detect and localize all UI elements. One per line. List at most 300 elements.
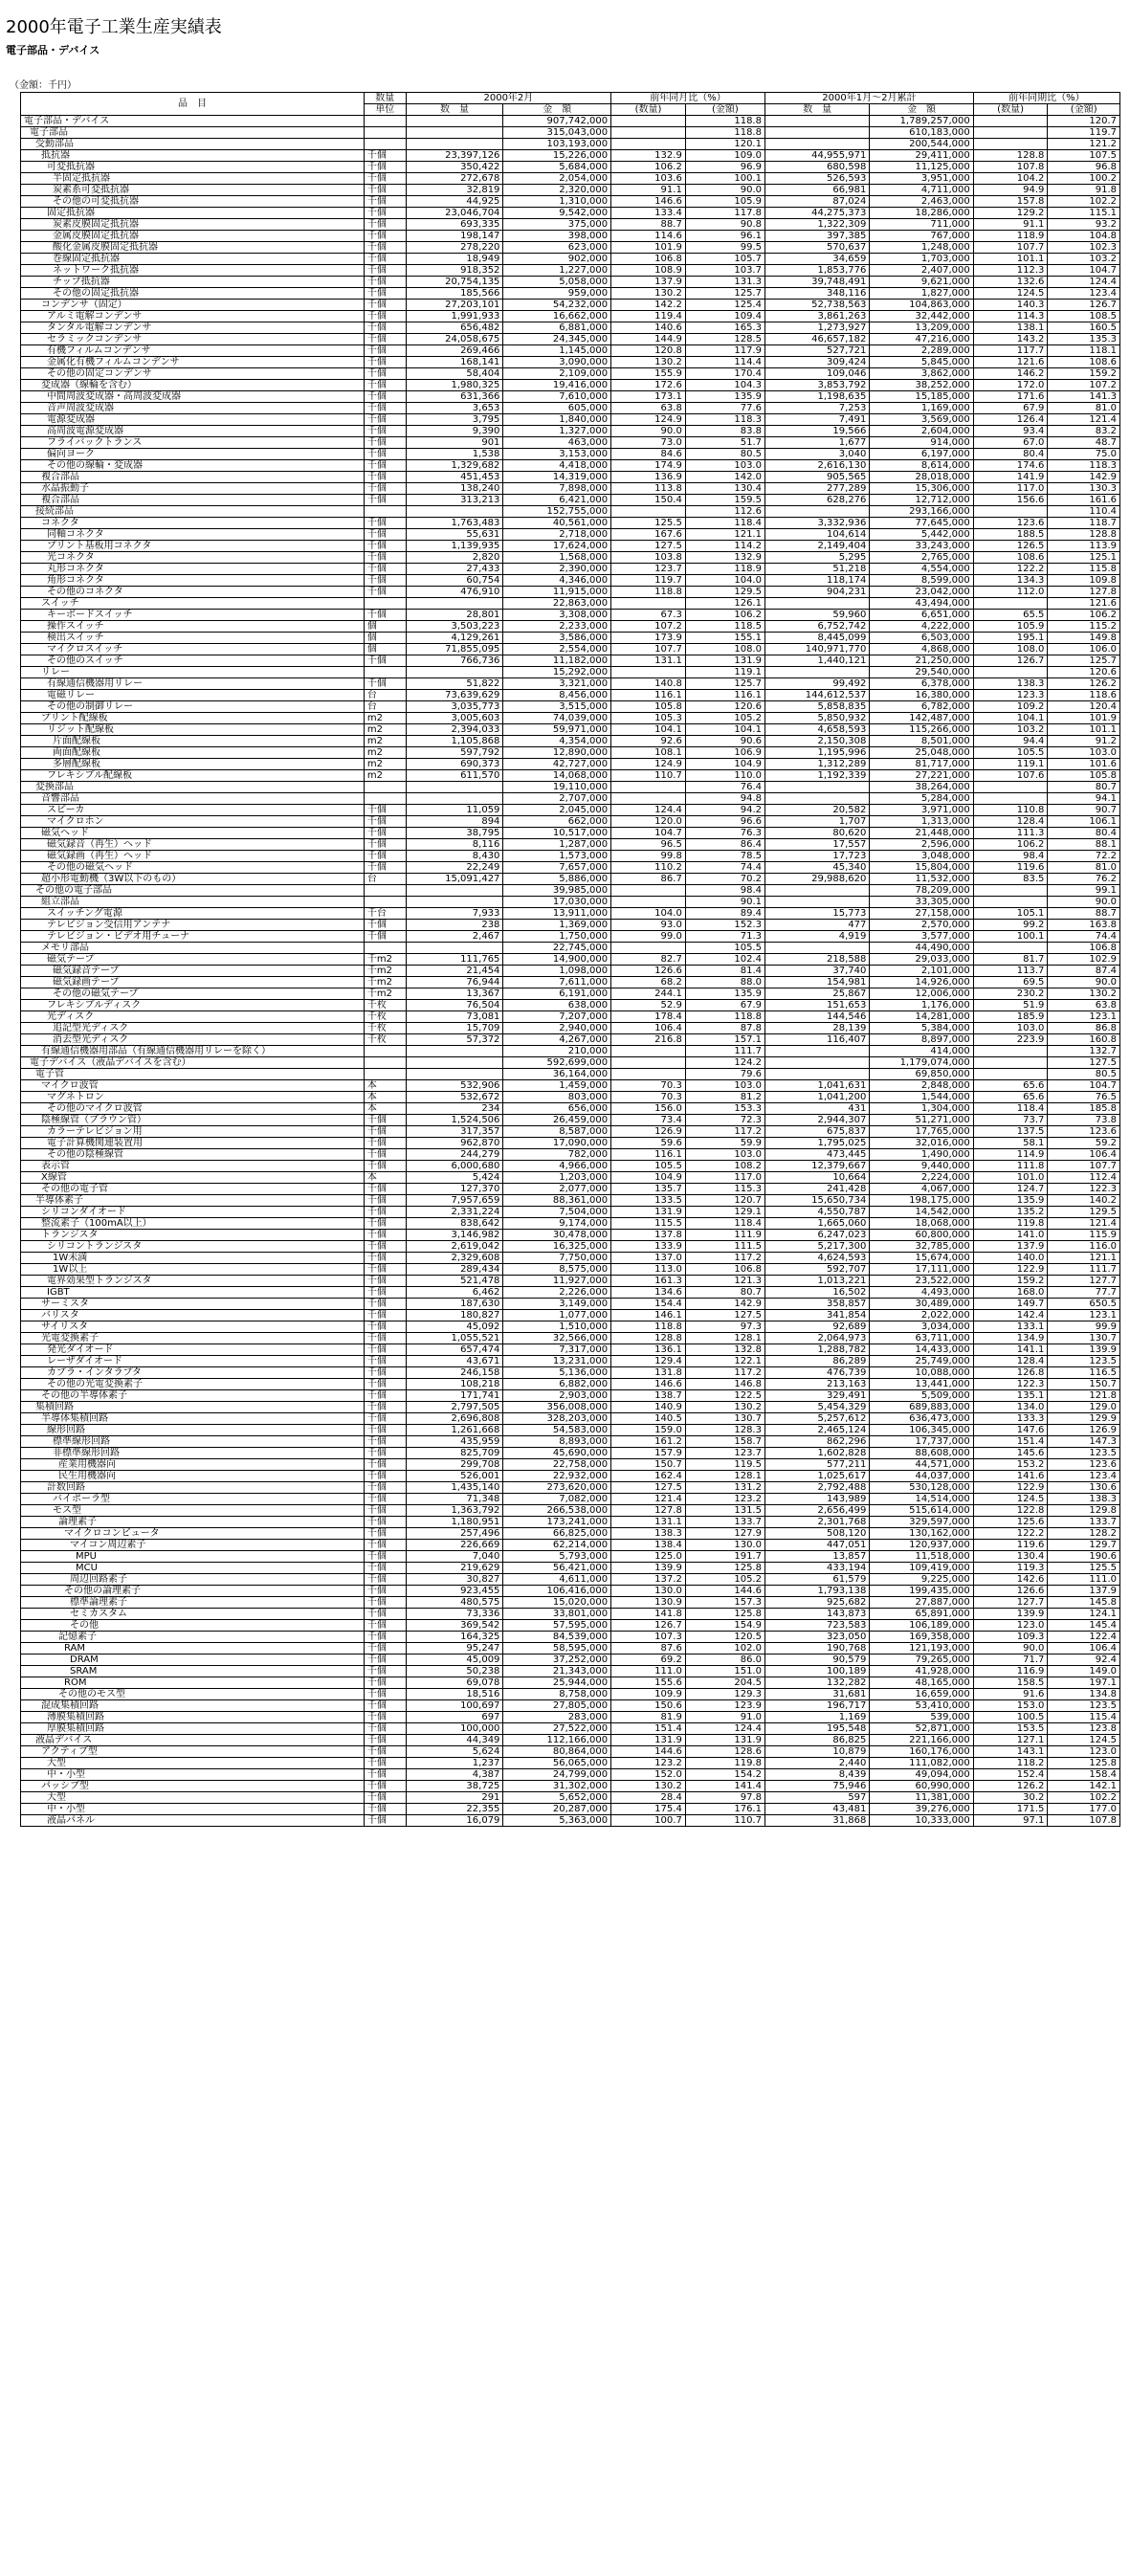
qty-yoy-feb: 126.7: [611, 1620, 686, 1632]
qty-feb: 73,639,629: [406, 690, 503, 701]
table-row: [21, 633, 1120, 644]
amount-cum: 10,088,000: [870, 1367, 973, 1379]
qty-cum: [764, 885, 869, 897]
qty-yoy-cum: 185.9: [973, 1011, 1048, 1023]
qty-cum: 10,879: [764, 1746, 869, 1758]
amount-yoy-cum: 121.4: [1048, 414, 1120, 426]
qty-yoy-cum: 105.1: [973, 908, 1048, 920]
unit: 千個: [364, 1149, 406, 1161]
item-name: 偏向ヨーク: [21, 449, 365, 460]
amount-cum: 17,737,000: [870, 1436, 973, 1448]
qty-cum: 309,424: [764, 357, 869, 368]
amount-yoy-feb: 131.2: [685, 1482, 764, 1494]
qty-feb: 18,949: [406, 254, 503, 265]
table-row: [21, 1505, 1120, 1517]
amount-feb: 210,000: [503, 1046, 611, 1057]
qty-feb: 3,653: [406, 403, 503, 414]
item-name: 操作スイッチ: [21, 621, 365, 633]
amount-feb: 173,241,000: [503, 1517, 611, 1528]
amount-feb: 12,890,000: [503, 747, 611, 759]
amount-cum: 3,569,000: [870, 414, 973, 426]
qty-cum: 144,612,537: [764, 690, 869, 701]
amount-yoy-feb: 146.8: [685, 1379, 764, 1390]
amount-yoy-cum: 110.4: [1048, 506, 1120, 518]
item-name: MCU: [21, 1563, 365, 1574]
qty-cum: 277,289: [764, 483, 869, 495]
amount-yoy-cum: 103.0: [1048, 747, 1120, 759]
qty-yoy-cum: 73.7: [973, 1115, 1048, 1126]
unit: 千個: [364, 368, 406, 380]
qty-cum: 1,273,927: [764, 322, 869, 334]
table-row: [21, 610, 1120, 621]
table-row: [21, 1276, 1120, 1287]
amount-yoy-feb: 115.3: [685, 1184, 764, 1195]
unit: 千個: [364, 1413, 406, 1425]
amount-cum: 1,179,074,000: [870, 1057, 973, 1069]
table-row: [21, 1092, 1120, 1103]
amount-feb: 7,610,000: [503, 391, 611, 403]
qty-yoy-feb: 150.4: [611, 495, 686, 506]
amount-feb: 22,745,000: [503, 943, 611, 954]
amount-feb: 315,043,000: [503, 127, 611, 139]
amount-cum: 38,264,000: [870, 782, 973, 793]
qty-cum: 1,795,025: [764, 1138, 869, 1149]
unit: [364, 1057, 406, 1069]
amount-feb: 80,864,000: [503, 1746, 611, 1758]
qty-cum: 140,971,770: [764, 644, 869, 655]
amount-cum: 5,384,000: [870, 1023, 973, 1034]
table-row: [21, 208, 1120, 219]
table-row: [21, 851, 1120, 862]
amount-yoy-cum: 118.7: [1048, 518, 1120, 529]
amount-yoy-feb: 81.4: [685, 966, 764, 977]
amount-yoy-cum: 104.8: [1048, 231, 1120, 242]
qty-yoy-feb: 167.6: [611, 529, 686, 541]
table-body: [21, 116, 1120, 1827]
amount-cum: 44,571,000: [870, 1459, 973, 1471]
item-name: プリント配線板: [21, 713, 365, 724]
qty-feb: 15,091,427: [406, 874, 503, 885]
item-name: 非標準線形回路: [21, 1448, 365, 1459]
amount-yoy-feb: 131.9: [685, 1735, 764, 1746]
unit: 千m2: [364, 977, 406, 988]
qty-feb: 1,363,792: [406, 1505, 503, 1517]
item-name: その他のモス型: [21, 1689, 365, 1700]
amount-cum: 16,659,000: [870, 1689, 973, 1700]
table-row: [21, 747, 1120, 759]
amount-feb: 1,840,000: [503, 414, 611, 426]
qty-yoy-feb: 107.7: [611, 644, 686, 655]
table-row: [21, 1333, 1120, 1344]
qty-cum: 6,752,742: [764, 621, 869, 633]
amount-yoy-cum: 121.6: [1048, 598, 1120, 610]
unit: 千個: [364, 219, 406, 231]
unit: 本: [364, 1103, 406, 1115]
amount-yoy-feb: 127.9: [685, 1528, 764, 1540]
qty-yoy-feb: 120.8: [611, 345, 686, 357]
amount-yoy-cum: 108.5: [1048, 311, 1120, 322]
qty-yoy-cum: 83.5: [973, 874, 1048, 885]
table-row: [21, 1011, 1120, 1023]
qty-cum: 5,257,612: [764, 1413, 869, 1425]
qty-yoy-cum: 58.1: [973, 1138, 1048, 1149]
qty-yoy-cum: 171.5: [973, 1804, 1048, 1815]
qty-cum: 447,051: [764, 1540, 869, 1551]
item-name: シリコンダイオード: [21, 1207, 365, 1218]
table-row: [21, 1735, 1120, 1746]
qty-feb: 71,348: [406, 1494, 503, 1505]
amount-feb: 84,539,000: [503, 1632, 611, 1643]
table-row: [21, 150, 1120, 162]
amount-feb: 592,699,000: [503, 1057, 611, 1069]
qty-cum: 100,189: [764, 1666, 869, 1677]
amount-cum: 43,494,000: [870, 598, 973, 610]
qty-feb: [406, 885, 503, 897]
unit: 千個: [364, 1471, 406, 1482]
qty-yoy-feb: 146.6: [611, 1379, 686, 1390]
amount-yoy-cum: 650.5: [1048, 1299, 1120, 1310]
qty-yoy-feb: 175.4: [611, 1804, 686, 1815]
qty-yoy-feb: 126.6: [611, 966, 686, 977]
qty-cum: [764, 127, 869, 139]
amount-yoy-feb: 105.5: [685, 943, 764, 954]
qty-yoy-feb: 82.7: [611, 954, 686, 966]
amount-yoy-feb: 74.4: [685, 862, 764, 874]
unit: 千個: [364, 1321, 406, 1333]
qty-cum: 2,792,488: [764, 1482, 869, 1494]
amount-feb: 42,727,000: [503, 759, 611, 770]
amount-yoy-feb: 118.8: [685, 1011, 764, 1023]
amount-yoy-feb: 176.1: [685, 1804, 764, 1815]
qty-yoy-cum: 122.2: [973, 1528, 1048, 1540]
table-row: [21, 311, 1120, 322]
amount-cum: 1,248,000: [870, 242, 973, 254]
qty-feb: 171,741: [406, 1390, 503, 1402]
unit: 千個: [364, 1712, 406, 1723]
amount-cum: 23,522,000: [870, 1276, 973, 1287]
qty-yoy-feb: 93.0: [611, 920, 686, 931]
qty-feb: 21,454: [406, 966, 503, 977]
item-name: シリコントランジスタ: [21, 1241, 365, 1253]
item-name: 発光ダイオード: [21, 1344, 365, 1356]
amount-feb: 1,287,000: [503, 839, 611, 851]
amount-cum: 5,442,000: [870, 529, 973, 541]
amount-cum: 111,082,000: [870, 1758, 973, 1769]
amount-yoy-cum: 100.2: [1048, 173, 1120, 185]
qty-feb: 6,000,680: [406, 1161, 503, 1172]
qty-yoy-feb: 138.7: [611, 1390, 686, 1402]
amount-cum: 88,608,000: [870, 1448, 973, 1459]
unit: 千個: [364, 322, 406, 334]
qty-yoy-cum: 138.1: [973, 322, 1048, 334]
qty-feb: 526,001: [406, 1471, 503, 1482]
qty-yoy-feb: 115.5: [611, 1218, 686, 1230]
qty-yoy-cum: 100.1: [973, 931, 1048, 943]
qty-yoy-feb: 113.0: [611, 1264, 686, 1276]
item-name: 半導体素子: [21, 1195, 365, 1207]
qty-cum: 241,428: [764, 1184, 869, 1195]
table-row: [21, 414, 1120, 426]
qty-yoy-cum: 111.8: [973, 1161, 1048, 1172]
qty-yoy-feb: 140.6: [611, 322, 686, 334]
item-name: DRAM: [21, 1654, 365, 1666]
item-name: 半固定抵抗器: [21, 173, 365, 185]
item-name: その他の半導体素子: [21, 1390, 365, 1402]
item-name: 集積回路: [21, 1402, 365, 1413]
qty-yoy-feb: 142.2: [611, 300, 686, 311]
qty-yoy-cum: 138.3: [973, 678, 1048, 690]
amount-cum: 3,951,000: [870, 173, 973, 185]
amount-cum: 3,577,000: [870, 931, 973, 943]
qty-feb: 1,237: [406, 1758, 503, 1769]
item-name: 電子部品・デバイス: [21, 116, 365, 127]
unit: 千個: [364, 1643, 406, 1654]
item-name: 整流素子（100mA以上）: [21, 1218, 365, 1230]
item-name: 大型: [21, 1792, 365, 1804]
amount-yoy-feb: 79.6: [685, 1069, 764, 1080]
table-row: [21, 1586, 1120, 1597]
amount-cum: 18,068,000: [870, 1218, 973, 1230]
amount-yoy-feb: 117.2: [685, 1367, 764, 1379]
qty-feb: 3,503,223: [406, 621, 503, 633]
table-row: [21, 1746, 1120, 1758]
qty-feb: 18,516: [406, 1689, 503, 1700]
unit: 千個: [364, 1184, 406, 1195]
qty-feb: 3,035,773: [406, 701, 503, 713]
amount-yoy-feb: 154.9: [685, 1620, 764, 1632]
amount-yoy-feb: 106.8: [685, 1264, 764, 1276]
amount-yoy-feb: 105.9: [685, 196, 764, 208]
amount-yoy-feb: 157.3: [685, 1597, 764, 1609]
amount-feb: 1,510,000: [503, 1321, 611, 1333]
qty-cum: 323,050: [764, 1632, 869, 1643]
amount-yoy-cum: 122.3: [1048, 1184, 1120, 1195]
item-name: 半導体集積回路: [21, 1413, 365, 1425]
qty-feb: 2,467: [406, 931, 503, 943]
header-qty-pct-1: (数量): [611, 104, 686, 116]
amount-feb: 56,065,000: [503, 1758, 611, 1769]
qty-feb: 44,925: [406, 196, 503, 208]
unit: [364, 139, 406, 150]
item-name: IGBT: [21, 1287, 365, 1299]
amount-yoy-feb: 128.1: [685, 1333, 764, 1344]
qty-cum: 37,740: [764, 966, 869, 977]
qty-cum: 5,858,835: [764, 701, 869, 713]
qty-cum: [764, 782, 869, 793]
amount-yoy-cum: 81.0: [1048, 403, 1120, 414]
item-name: スイッチ: [21, 598, 365, 610]
qty-feb: 697: [406, 1712, 503, 1723]
qty-yoy-cum: 30.2: [973, 1792, 1048, 1804]
header-qty-unit-2: 単位: [364, 104, 406, 116]
amount-feb: 5,652,000: [503, 1792, 611, 1804]
qty-feb: 1,538: [406, 449, 503, 460]
qty-cum: 66,981: [764, 185, 869, 196]
amount-cum: 539,000: [870, 1712, 973, 1723]
item-name: その他の可変抵抗器: [21, 196, 365, 208]
amount-cum: 11,532,000: [870, 874, 973, 885]
qty-cum: 329,491: [764, 1390, 869, 1402]
item-name: 変換部品: [21, 782, 365, 793]
table-row: [21, 541, 1120, 552]
table-row: [21, 231, 1120, 242]
amount-feb: 803,000: [503, 1092, 611, 1103]
amount-cum: 15,804,000: [870, 862, 973, 874]
amount-yoy-cum: 102.2: [1048, 1792, 1120, 1804]
unit: 千個: [364, 288, 406, 300]
amount-feb: 2,077,000: [503, 1184, 611, 1195]
amount-feb: 21,343,000: [503, 1666, 611, 1677]
qty-cum: 675,837: [764, 1126, 869, 1138]
amount-yoy-feb: 125.7: [685, 288, 764, 300]
table-row: [21, 1792, 1120, 1804]
qty-yoy-feb: [611, 1057, 686, 1069]
table-row: [21, 1172, 1120, 1184]
table-row: [21, 1517, 1120, 1528]
unit: 千個: [364, 1126, 406, 1138]
item-name: 計数回路: [21, 1482, 365, 1494]
amount-yoy-feb: 88.0: [685, 977, 764, 988]
amount-yoy-feb: 117.9: [685, 345, 764, 357]
item-name: マイクロ波管: [21, 1080, 365, 1092]
table-row: [21, 828, 1120, 839]
qty-feb: 187,630: [406, 1299, 503, 1310]
amount-yoy-feb: 80.5: [685, 449, 764, 460]
qty-feb: 44,349: [406, 1735, 503, 1746]
amount-yoy-feb: 130.2: [685, 1402, 764, 1413]
qty-yoy-feb: 140.9: [611, 1402, 686, 1413]
amount-cum: 200,544,000: [870, 139, 973, 150]
qty-cum: 476,739: [764, 1367, 869, 1379]
unit: 千個: [364, 1586, 406, 1597]
qty-feb: 690,373: [406, 759, 503, 770]
amount-yoy-feb: 109.4: [685, 311, 764, 322]
qty-feb: 16,079: [406, 1815, 503, 1827]
qty-feb: 693,335: [406, 219, 503, 231]
table-row: [21, 701, 1120, 713]
amount-feb: 7,207,000: [503, 1011, 611, 1023]
unit: 千個: [364, 1115, 406, 1126]
amount-cum: 414,000: [870, 1046, 973, 1057]
unit: 千個: [364, 1230, 406, 1241]
amount-yoy-cum: 161.6: [1048, 495, 1120, 506]
qty-cum: 5,217,300: [764, 1241, 869, 1253]
amount-yoy-feb: 117.2: [685, 1253, 764, 1264]
amount-yoy-feb: 72.3: [685, 1115, 764, 1126]
amount-yoy-feb: 108.2: [685, 1161, 764, 1172]
amount-yoy-cum: 129.0: [1048, 1402, 1120, 1413]
amount-feb: 112,166,000: [503, 1735, 611, 1746]
item-name: 光ディスク: [21, 1011, 365, 1023]
qty-yoy-feb: 137.2: [611, 1574, 686, 1586]
qty-yoy-feb: 123.7: [611, 564, 686, 575]
amount-cum: 3,034,000: [870, 1321, 973, 1333]
qty-yoy-feb: 99.8: [611, 851, 686, 862]
amount-cum: 121,193,000: [870, 1643, 973, 1654]
amount-yoy-feb: 122.5: [685, 1390, 764, 1402]
qty-yoy-feb: 104.1: [611, 724, 686, 736]
amount-cum: 41,928,000: [870, 1666, 973, 1677]
table-row: [21, 254, 1120, 265]
amount-cum: 14,542,000: [870, 1207, 973, 1218]
item-name: 丸形コネクタ: [21, 564, 365, 575]
qty-cum: 1,013,221: [764, 1276, 869, 1287]
qty-yoy-feb: 178.4: [611, 1011, 686, 1023]
qty-yoy-cum: 130.4: [973, 1551, 1048, 1563]
amount-feb: 2,320,000: [503, 185, 611, 196]
qty-yoy-cum: 114.9: [973, 1149, 1048, 1161]
amount-yoy-cum: 122.4: [1048, 1632, 1120, 1643]
amount-yoy-feb: 132.8: [685, 1344, 764, 1356]
qty-yoy-cum: 126.2: [973, 1781, 1048, 1792]
qty-cum: 143,989: [764, 1494, 869, 1505]
qty-feb: 168,141: [406, 357, 503, 368]
qty-feb: [406, 139, 503, 150]
amount-feb: 14,319,000: [503, 472, 611, 483]
qty-feb: 219,629: [406, 1563, 503, 1574]
amount-yoy-feb: 123.2: [685, 1494, 764, 1505]
amount-yoy-feb: 119.8: [685, 1758, 764, 1769]
qty-feb: 317,357: [406, 1126, 503, 1138]
qty-yoy-feb: 110.7: [611, 770, 686, 782]
table-row: [21, 1149, 1120, 1161]
qty-cum: 4,919: [764, 931, 869, 943]
item-name: 中間周波変成器・高周波変成器: [21, 391, 365, 403]
qty-yoy-feb: 159.0: [611, 1425, 686, 1436]
qty-cum: 190,768: [764, 1643, 869, 1654]
table-row: [21, 920, 1120, 931]
item-name: 1W以上: [21, 1264, 365, 1276]
item-name: その他の固定抵抗器: [21, 288, 365, 300]
amount-yoy-feb: 129.3: [685, 1689, 764, 1700]
qty-yoy-feb: 133.4: [611, 208, 686, 219]
amount-yoy-cum: 123.5: [1048, 1448, 1120, 1459]
amount-yoy-cum: 123.4: [1048, 1471, 1120, 1482]
amount-feb: 7,750,000: [503, 1253, 611, 1264]
qty-cum: 592,707: [764, 1264, 869, 1276]
amount-feb: 2,233,000: [503, 621, 611, 633]
amount-cum: 4,554,000: [870, 564, 973, 575]
unit: 個: [364, 621, 406, 633]
item-name: 多層配線板: [21, 759, 365, 770]
qty-cum: 10,664: [764, 1172, 869, 1184]
amount-feb: 14,900,000: [503, 954, 611, 966]
qty-feb: 15,709: [406, 1023, 503, 1034]
table-row: [21, 1551, 1120, 1563]
amount-cum: 49,094,000: [870, 1769, 973, 1781]
amount-feb: 62,214,000: [503, 1540, 611, 1551]
table-row: [21, 954, 1120, 966]
amount-yoy-cum: 129.8: [1048, 1505, 1120, 1517]
amount-feb: 19,416,000: [503, 380, 611, 391]
amount-feb: 4,267,000: [503, 1034, 611, 1046]
unit: 千個: [364, 1781, 406, 1792]
item-name: その他の陰極線管: [21, 1149, 365, 1161]
amount-yoy-feb: 125.4: [685, 300, 764, 311]
amount-feb: 2,554,000: [503, 644, 611, 655]
amount-yoy-cum: 130.7: [1048, 1333, 1120, 1344]
qty-yoy-cum: 122.8: [973, 1505, 1048, 1517]
amount-cum: 60,800,000: [870, 1230, 973, 1241]
unit: 千個: [364, 1333, 406, 1344]
qty-yoy-feb: [611, 667, 686, 678]
qty-feb: 825,709: [406, 1448, 503, 1459]
amount-yoy-cum: 109.8: [1048, 575, 1120, 587]
amount-cum: 5,284,000: [870, 793, 973, 805]
unit: 本: [364, 1172, 406, 1184]
qty-yoy-cum: 116.9: [973, 1666, 1048, 1677]
qty-feb: 369,542: [406, 1620, 503, 1632]
